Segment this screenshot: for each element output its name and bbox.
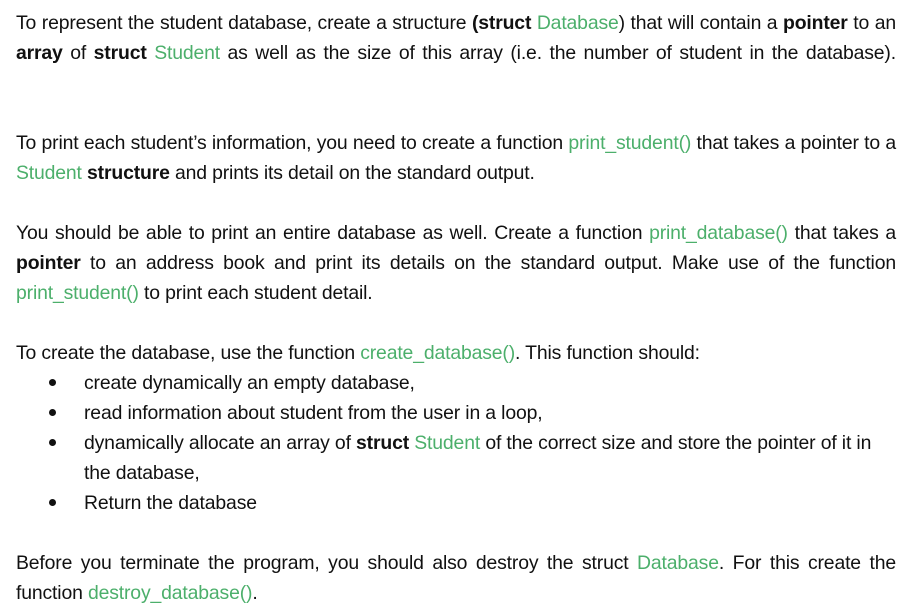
list-item — [16, 428, 896, 488]
paragraph-represent-student-database — [16, 8, 896, 98]
text-run: To create the database, use the function — [16, 342, 361, 364]
text-run: You should be able to print an entire database as well. Create a function — [16, 222, 650, 244]
bold-struct-keyword: (struct — [471, 12, 532, 34]
text-run: . For this create the function — [16, 552, 897, 604]
code-function-print-student: print_student() — [568, 132, 692, 154]
bold-array: array — [16, 42, 63, 64]
text-run: of the correct size and store the pointer of it in the database, — [84, 432, 872, 484]
list-item — [16, 398, 896, 428]
text-run: to print each student detail. — [138, 282, 373, 304]
text-run: To represent the student database, create a structure — [16, 12, 472, 34]
text-run: that takes a — [787, 222, 897, 244]
create-database-steps-list — [16, 368, 896, 518]
code-type-student: Student — [146, 42, 220, 64]
code-function-destroy-database: destroy_database() — [87, 582, 253, 604]
text-run: ) that will contain a — [618, 12, 784, 34]
paragraph-create-database — [16, 338, 896, 368]
text-run: read information about student from the user in a loop, — [84, 402, 543, 424]
paragraph-gap — [16, 518, 896, 548]
text-run: . This function should: — [515, 342, 700, 364]
text-run: to an — [847, 12, 896, 34]
text-run: and prints its detail on the standard output. — [169, 162, 535, 184]
bold-structure: structure — [81, 162, 170, 184]
code-function-print-student: print_student() — [16, 282, 139, 304]
bullet-icon — [49, 439, 56, 446]
text-run: . — [252, 582, 258, 604]
list-item — [16, 488, 896, 518]
paragraph-gap — [16, 98, 896, 128]
bold-pointer: pointer — [783, 12, 848, 34]
text-run: dynamically allocate an array of — [84, 432, 357, 454]
text-run: Before you terminate the program, you should also destroy the struct — [16, 552, 638, 574]
code-function-print-database: print_database() — [649, 222, 788, 244]
code-type-database: Database — [531, 12, 619, 34]
bold-pointer: pointer — [16, 252, 81, 274]
text-run: Return the database — [84, 492, 257, 514]
text-run: as well as the size of this array (i.e. the number of student in the database). — [220, 42, 896, 64]
text-run: to an address book and print its details on the standard output. Make use of the function — [80, 252, 896, 274]
code-type-student: Student — [16, 162, 82, 184]
text-run: create dynamically an empty database, — [84, 372, 415, 394]
paragraph-gap — [16, 308, 896, 338]
code-function-create-database: create_database() — [360, 342, 516, 364]
bullet-icon — [49, 379, 56, 386]
text-run: that takes a pointer to a — [691, 132, 896, 154]
text-run: To print each student’s information, you need to create a function — [16, 132, 569, 154]
bold-struct-keyword: struct — [93, 42, 147, 64]
paragraph-gap — [16, 188, 896, 218]
bullet-icon — [49, 499, 56, 506]
paragraph-destroy-database — [16, 548, 896, 608]
code-type-student: Student — [409, 432, 481, 454]
list-item — [16, 368, 896, 398]
bullet-icon — [49, 409, 56, 416]
code-type-database: Database — [637, 552, 719, 574]
text-run: of — [62, 42, 94, 64]
paragraph-print-student — [16, 128, 896, 188]
bold-struct-keyword: struct — [356, 432, 410, 454]
paragraph-print-database — [16, 218, 896, 308]
